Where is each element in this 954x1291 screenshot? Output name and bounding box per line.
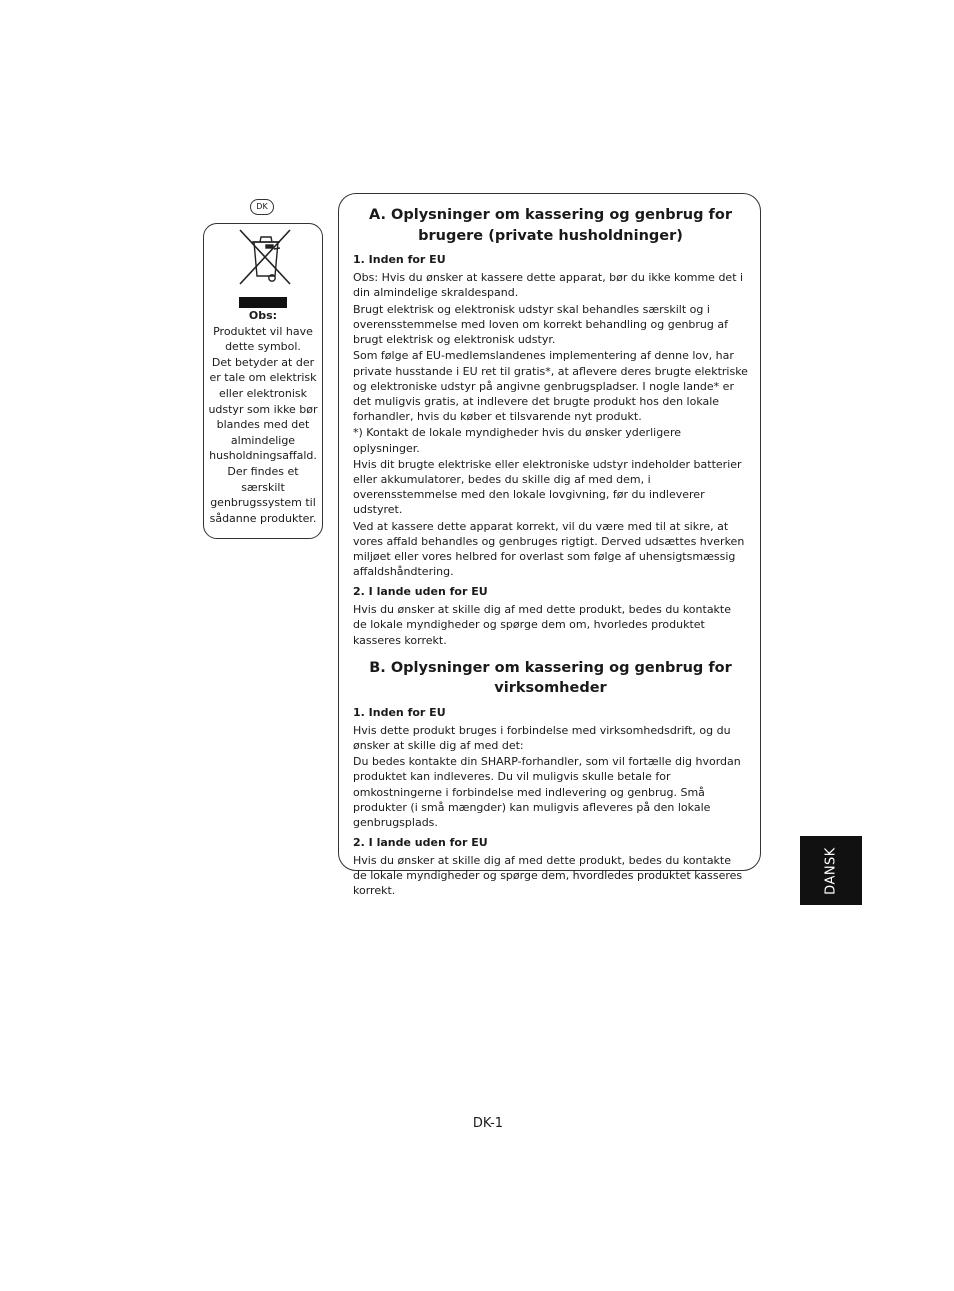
- paragraph: Som følge af EU-medlemslandenes implementering af denne lov, har private husstande i EU ret til gratis*, at aflevere deres brugte elektriske og elektroniske udstyr på angivne genbrugspladser. I nogle lande* er det muligvis gratis, at indlevere det brugte produkt hos den lokale forhandler, hvis du køber et tilsvarende nyt produkt.: [353, 349, 748, 423]
- paragraph: *) Kontakt de lokale myndigheder hvis du ønsker yderligere oplysninger.: [353, 426, 681, 455]
- paragraph: Ved at kassere dette apparat korrekt, vil du være med til at sikre, at vores affald behandles og genbruges rigtigt. Derved udsættes hverken miljøet eller vores helbred for overlast som følge af uhensigtsmæssig affaldshåndtering.: [353, 520, 745, 579]
- paragraph: Hvis dette produkt bruges i forbindelse med virksomhedsdrift, og du ønsker at skille dig af med det:: [353, 723, 731, 752]
- notice-line: sådanne produkter.: [209, 511, 317, 525]
- weee-notice-box: [203, 223, 323, 539]
- notice-line: blandes med det: [216, 418, 310, 432]
- notice-line: eller elektronisk: [218, 386, 308, 400]
- paragraph: Hvis du ønsker at skille dig af med dette produkt, bedes du kontakte de lokale myndigheder og spørge dem om, hvorledes produktet kasseres korrekt.: [353, 603, 732, 647]
- section-b-subheading-eu: 1. Inden for EU: [353, 705, 446, 719]
- weee-notice-text: [208, 308, 318, 526]
- notice-line: almindelige: [230, 433, 296, 447]
- language-tab-label: DANSK: [823, 846, 839, 895]
- notice-line: er tale om elektrisk: [209, 371, 317, 385]
- notice-line: Der findes et: [227, 464, 299, 478]
- page-number: DK-1: [472, 1116, 504, 1131]
- section-b-title-line: virksomheder: [494, 680, 607, 697]
- notice-line: udstyr som ikke bør: [208, 402, 318, 416]
- disposal-info-box: [338, 193, 761, 897]
- section-a-title-line: A. Oplysninger om kassering og genbrug for: [369, 207, 732, 223]
- language-tab: [800, 836, 862, 905]
- paragraph: Hvis du ønsker at skille dig af med dette produkt, bedes du kontakte de lokale myndigheder og spørge dem, hvordledes produktet kasseres korrekt.: [353, 853, 743, 897]
- notice-line: Det betyder at der: [211, 355, 315, 369]
- separator-bar: [239, 297, 287, 308]
- notice-line: dette symbol.: [225, 340, 301, 354]
- crossed-out-wheelie-bin-icon: [234, 226, 294, 288]
- section-b-subheading-non-eu: 2. I lande uden for EU: [353, 835, 488, 849]
- paragraph: Brugt elektrisk og elektronisk udstyr skal behandles særskilt og i overensstemmelse med loven om korrekt behandling og genbrug af brugt elektrisk og elektronisk udstyr.: [353, 302, 728, 346]
- section-a-subheading-non-eu: 2. I lande uden for EU: [353, 585, 488, 599]
- notice-line: genbrugssystem til: [210, 496, 316, 510]
- section-b-title: [353, 658, 748, 699]
- notice-line: Produktet vil have: [213, 324, 313, 338]
- notice-line: husholdningsaffald.: [209, 449, 317, 463]
- country-badge: DK: [250, 199, 274, 215]
- paragraph: Hvis dit brugte elektriske eller elektroniske udstyr indeholder batterier eller akkumulatorer, bedes du skille dig af med dem, i overensstemmelse med den lokale lovgivning, før du indleverer udstyret.: [353, 458, 742, 517]
- section-a-title: [353, 205, 748, 246]
- paragraph: Obs: Hvis du ønsker at kassere dette apparat, bør du ikke komme det i din almindelige skraldespand.: [353, 271, 744, 300]
- notice-title: Obs:: [248, 309, 278, 322]
- notice-line: særskilt: [241, 480, 285, 494]
- paragraph: Du bedes kontakte din SHARP-forhandler, som vil fortælle dig hvordan produktet kan indleveres. Du vil muligvis skulle betale for omkostningerne i forbindelse med indlevering og genbrug. Små produkter (i små mængder) kan muligvis afleveres på den lokale genbrugsplads.: [353, 755, 741, 829]
- section-a-title-line: brugere (private husholdninger): [418, 227, 683, 244]
- section-a-subheading-eu: 1. Inden for EU: [353, 253, 446, 266]
- section-b-title-line: B. Oplysninger om kassering og genbrug for: [369, 659, 732, 676]
